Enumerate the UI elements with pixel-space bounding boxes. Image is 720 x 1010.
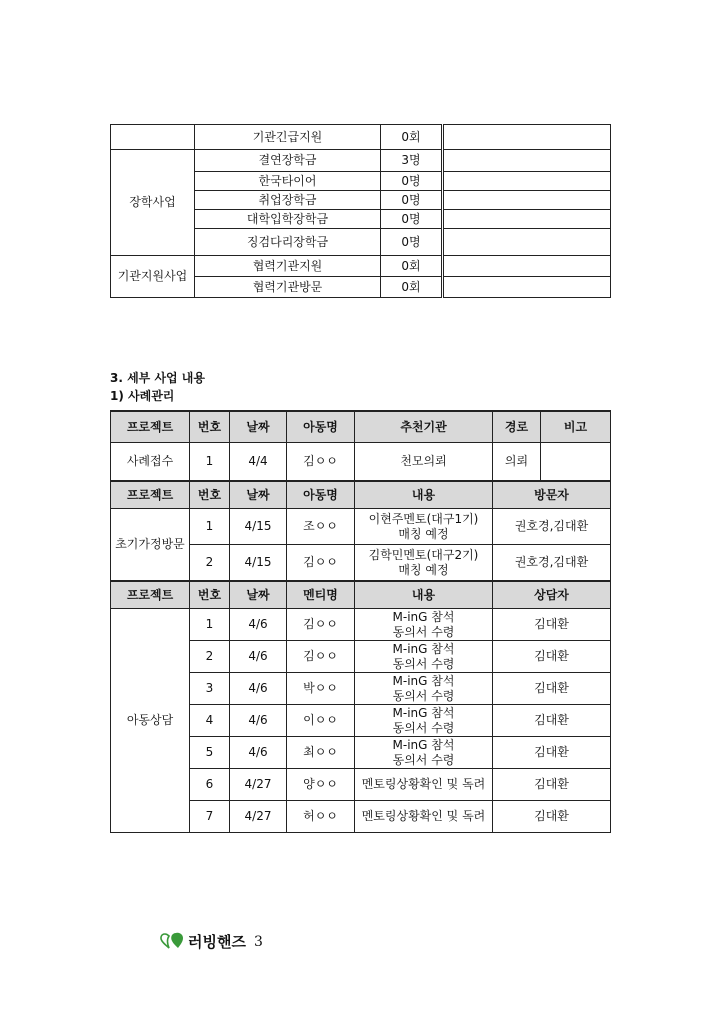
header-cell: 상담자	[493, 581, 611, 609]
date-cell: 4/15	[230, 545, 287, 582]
number-cell: 2	[190, 545, 230, 582]
number-cell: 1	[190, 443, 230, 482]
summary-table	[110, 124, 611, 298]
content-cell	[355, 609, 493, 641]
item-cell: 취업장학금	[195, 191, 381, 210]
note-cell	[443, 277, 611, 298]
header-cell: 번호	[190, 581, 230, 609]
content-cell	[355, 509, 493, 545]
header-cell: 아동명	[287, 481, 355, 509]
header-cell: 비고	[541, 411, 611, 443]
loving-hands-heart-icon	[158, 930, 184, 953]
number-cell: 4	[190, 705, 230, 737]
item-cell: 한국타이어	[195, 172, 381, 191]
table-header-row	[111, 581, 611, 609]
note-cell	[443, 125, 611, 150]
note-cell	[443, 150, 611, 172]
visitor-cell: 권호경,김대환	[493, 509, 611, 545]
number-cell: 3	[190, 673, 230, 705]
header-cell: 멘티명	[287, 581, 355, 609]
content-cell	[355, 673, 493, 705]
counselor-cell: 김대환	[493, 801, 611, 833]
date-cell: 4/6	[230, 737, 287, 769]
mentee-name-cell: 김ㅇㅇ	[287, 609, 355, 641]
number-cell: 5	[190, 737, 230, 769]
counselor-cell: 김대환	[493, 737, 611, 769]
content-line: M-inG 참석	[392, 673, 455, 688]
page-number: 3	[253, 933, 263, 950]
note-cell	[443, 191, 611, 210]
header-cell: 경로	[493, 411, 541, 443]
header-cell: 프로젝트	[111, 411, 190, 443]
counselor-cell: 김대환	[493, 673, 611, 705]
header-cell: 아동명	[287, 411, 355, 443]
counselor-cell: 김대환	[493, 641, 611, 673]
content-line: 동의서 수령	[392, 688, 455, 703]
date-cell: 4/4	[230, 443, 287, 482]
content-cell	[355, 737, 493, 769]
header-cell: 날짜	[230, 411, 287, 443]
agency-cell: 천모의뢰	[355, 443, 493, 482]
header-cell: 프로젝트	[111, 481, 190, 509]
category-cell: 기관지원사업	[111, 256, 195, 298]
project-cell: 초기가정방문	[111, 509, 190, 582]
content-line: 매칭 예정	[398, 562, 449, 577]
item-cell: 대학입학장학금	[195, 210, 381, 229]
note-cell	[443, 210, 611, 229]
number-cell: 1	[190, 609, 230, 641]
value-cell: 0명	[381, 229, 443, 256]
child-name-cell: 김ㅇㅇ	[287, 545, 355, 582]
value-cell: 0명	[381, 191, 443, 210]
header-cell: 내용	[355, 581, 493, 609]
number-cell: 7	[190, 801, 230, 833]
content-line: M-inG 참석	[392, 641, 455, 656]
note-cell	[541, 443, 611, 482]
note-cell	[443, 172, 611, 191]
value-cell: 3명	[381, 150, 443, 172]
route-cell: 의뢰	[493, 443, 541, 482]
content-line: M-inG 참석	[392, 737, 455, 752]
child-name-cell: 김ㅇㅇ	[287, 443, 355, 482]
counselor-cell: 김대환	[493, 769, 611, 801]
table-row	[111, 256, 611, 277]
note-cell	[443, 229, 611, 256]
header-cell: 추천기관	[355, 411, 493, 443]
number-cell: 6	[190, 769, 230, 801]
counselor-cell: 김대환	[493, 705, 611, 737]
item-cell: 결연장학금	[195, 150, 381, 172]
content-line: 이현주멘토(대구1기)	[368, 511, 479, 526]
header-cell: 날짜	[230, 481, 287, 509]
table-header-row	[111, 481, 611, 509]
item-cell: 협력기관방문	[195, 277, 381, 298]
content-cell	[355, 705, 493, 737]
category-cell	[111, 125, 195, 150]
mentee-name-cell: 김ㅇㅇ	[287, 641, 355, 673]
table-row	[111, 125, 611, 150]
logo-text: 러빙핸즈	[188, 933, 246, 951]
header-cell: 번호	[190, 481, 230, 509]
table-header-row	[111, 411, 611, 443]
mentee-name-cell: 이ㅇㅇ	[287, 705, 355, 737]
content-line: M-inG 참석	[392, 705, 455, 720]
header-cell: 번호	[190, 411, 230, 443]
date-cell: 4/6	[230, 609, 287, 641]
mentee-name-cell: 양ㅇㅇ	[287, 769, 355, 801]
content-line: 매칭 예정	[398, 526, 449, 541]
header-cell: 내용	[355, 481, 493, 509]
section-title: 3. 세부 사업 내용	[110, 371, 205, 385]
table-row	[111, 150, 611, 172]
header-cell: 방문자	[493, 481, 611, 509]
value-cell: 0명	[381, 210, 443, 229]
date-cell: 4/27	[230, 801, 287, 833]
mentee-name-cell: 최ㅇㅇ	[287, 737, 355, 769]
content-line: 동의서 수령	[392, 752, 455, 767]
content-cell	[355, 545, 493, 582]
date-cell: 4/6	[230, 673, 287, 705]
item-cell: 협력기관지원	[195, 256, 381, 277]
case-management-table	[110, 410, 611, 833]
content-cell: 멘토링상황확인 및 독려	[355, 801, 493, 833]
value-cell: 0회	[381, 125, 443, 150]
content-cell: 멘토링상황확인 및 독려	[355, 769, 493, 801]
mentee-name-cell: 허ㅇㅇ	[287, 801, 355, 833]
content-line: 동의서 수령	[392, 624, 455, 639]
category-cell: 장학사업	[111, 150, 195, 256]
counselor-cell: 김대환	[493, 609, 611, 641]
date-cell: 4/27	[230, 769, 287, 801]
header-cell: 날짜	[230, 581, 287, 609]
table-row	[111, 443, 611, 482]
project-cell: 아동상담	[111, 609, 190, 833]
table-row	[111, 509, 611, 545]
date-cell: 4/6	[230, 705, 287, 737]
content-line: M-inG 참석	[392, 609, 455, 624]
number-cell: 1	[190, 509, 230, 545]
item-cell: 기관긴급지원	[195, 125, 381, 150]
visitor-cell: 권호경,김대환	[493, 545, 611, 582]
mentee-name-cell: 박ㅇㅇ	[287, 673, 355, 705]
content-line: 김학민멘토(대구2기)	[368, 547, 479, 562]
value-cell: 0회	[381, 277, 443, 298]
header-cell: 프로젝트	[111, 581, 190, 609]
content-cell	[355, 641, 493, 673]
number-cell: 2	[190, 641, 230, 673]
content-line: 동의서 수령	[392, 720, 455, 735]
note-cell	[443, 256, 611, 277]
content-line: 동의서 수령	[392, 656, 455, 671]
footer	[158, 930, 263, 953]
date-cell: 4/15	[230, 509, 287, 545]
item-cell: 징검다리장학금	[195, 229, 381, 256]
child-name-cell: 조ㅇㅇ	[287, 509, 355, 545]
value-cell: 0명	[381, 172, 443, 191]
project-cell: 사례접수	[111, 443, 190, 482]
value-cell: 0회	[381, 256, 443, 277]
date-cell: 4/6	[230, 641, 287, 673]
subsection-title: 1) 사례관리	[110, 389, 175, 403]
table-row	[111, 609, 611, 641]
